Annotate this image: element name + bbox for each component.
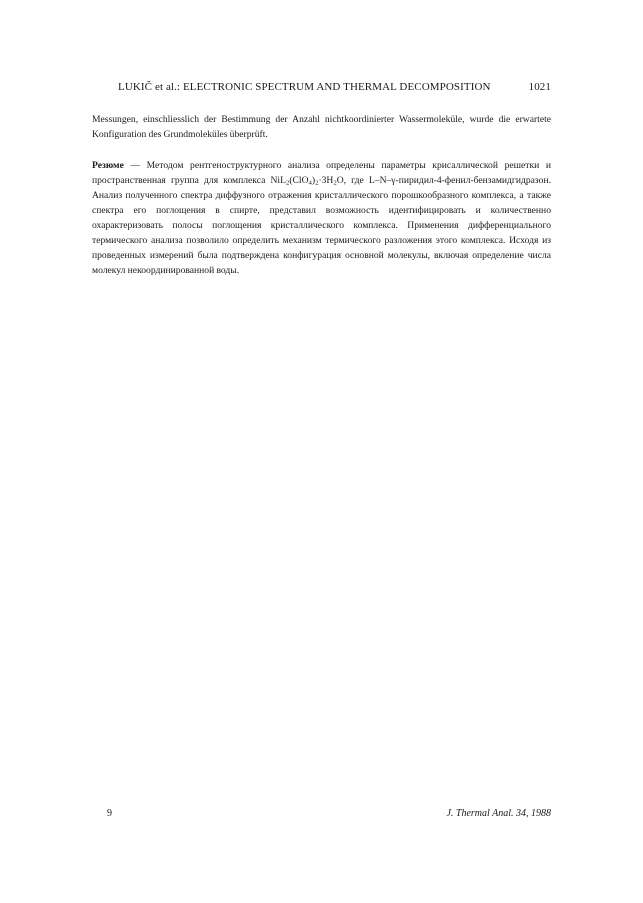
- running-title: LUKIČ et al.: ELECTRONIC SPECTRUM AND THERMAL DECOMPOSITION: [118, 81, 491, 93]
- running-head: [92, 81, 551, 94]
- formula-subscript-2: 4: [308, 179, 312, 187]
- resume-dash: —: [123, 160, 147, 171]
- resume-text-3: ): [311, 175, 316, 186]
- resume-text-5: O, где L–N–γ-пиридил-4-фенил-бензамидгидразон. Анализ полученного спектра диффузного отражения кристаллического порошкообразного комплекса, а также спектра его поглощения в спирте, представил возможность идентифицировать и количественно охарактеризовать полосы поглощения кристаллического комплекса. Применения дифференциального термического анализа позволило определить механизм термического разложения этого комплекса. Исходя из проведенных измерений была подтверждена конфигурация основной молекулы, включая определение числа молекул некоординированной воды.: [92, 175, 551, 276]
- resume-text-1: Методом рентгеноструктурного анализа определены параметры крисаллической решетки и пространственная группа для комплекса NiL: [92, 160, 551, 186]
- resume-label: Резюме: [92, 160, 124, 171]
- formula-subscript-4: 2: [333, 179, 337, 187]
- page-number: 1021: [528, 81, 551, 93]
- resume-text-4: ·3H: [318, 175, 334, 186]
- sheet-number: 9: [107, 808, 112, 819]
- page-footer: [107, 808, 551, 820]
- german-abstract-paragraph: Messungen, einschliesslich der Bestimmung der Anzahl nichtkoordinierter Wassermoleküle, wurde die erwartete Konfiguration des Grundmoleküles überprüft.: [92, 114, 551, 140]
- journal-citation: J. Thermal Anal. 34, 1988: [446, 808, 551, 819]
- formula-subscript-1: 2: [285, 179, 290, 187]
- resume-text-2: (ClO: [289, 175, 309, 186]
- formula-subscript-3: 2: [315, 179, 319, 187]
- russian-abstract-paragraph: [92, 158, 551, 278]
